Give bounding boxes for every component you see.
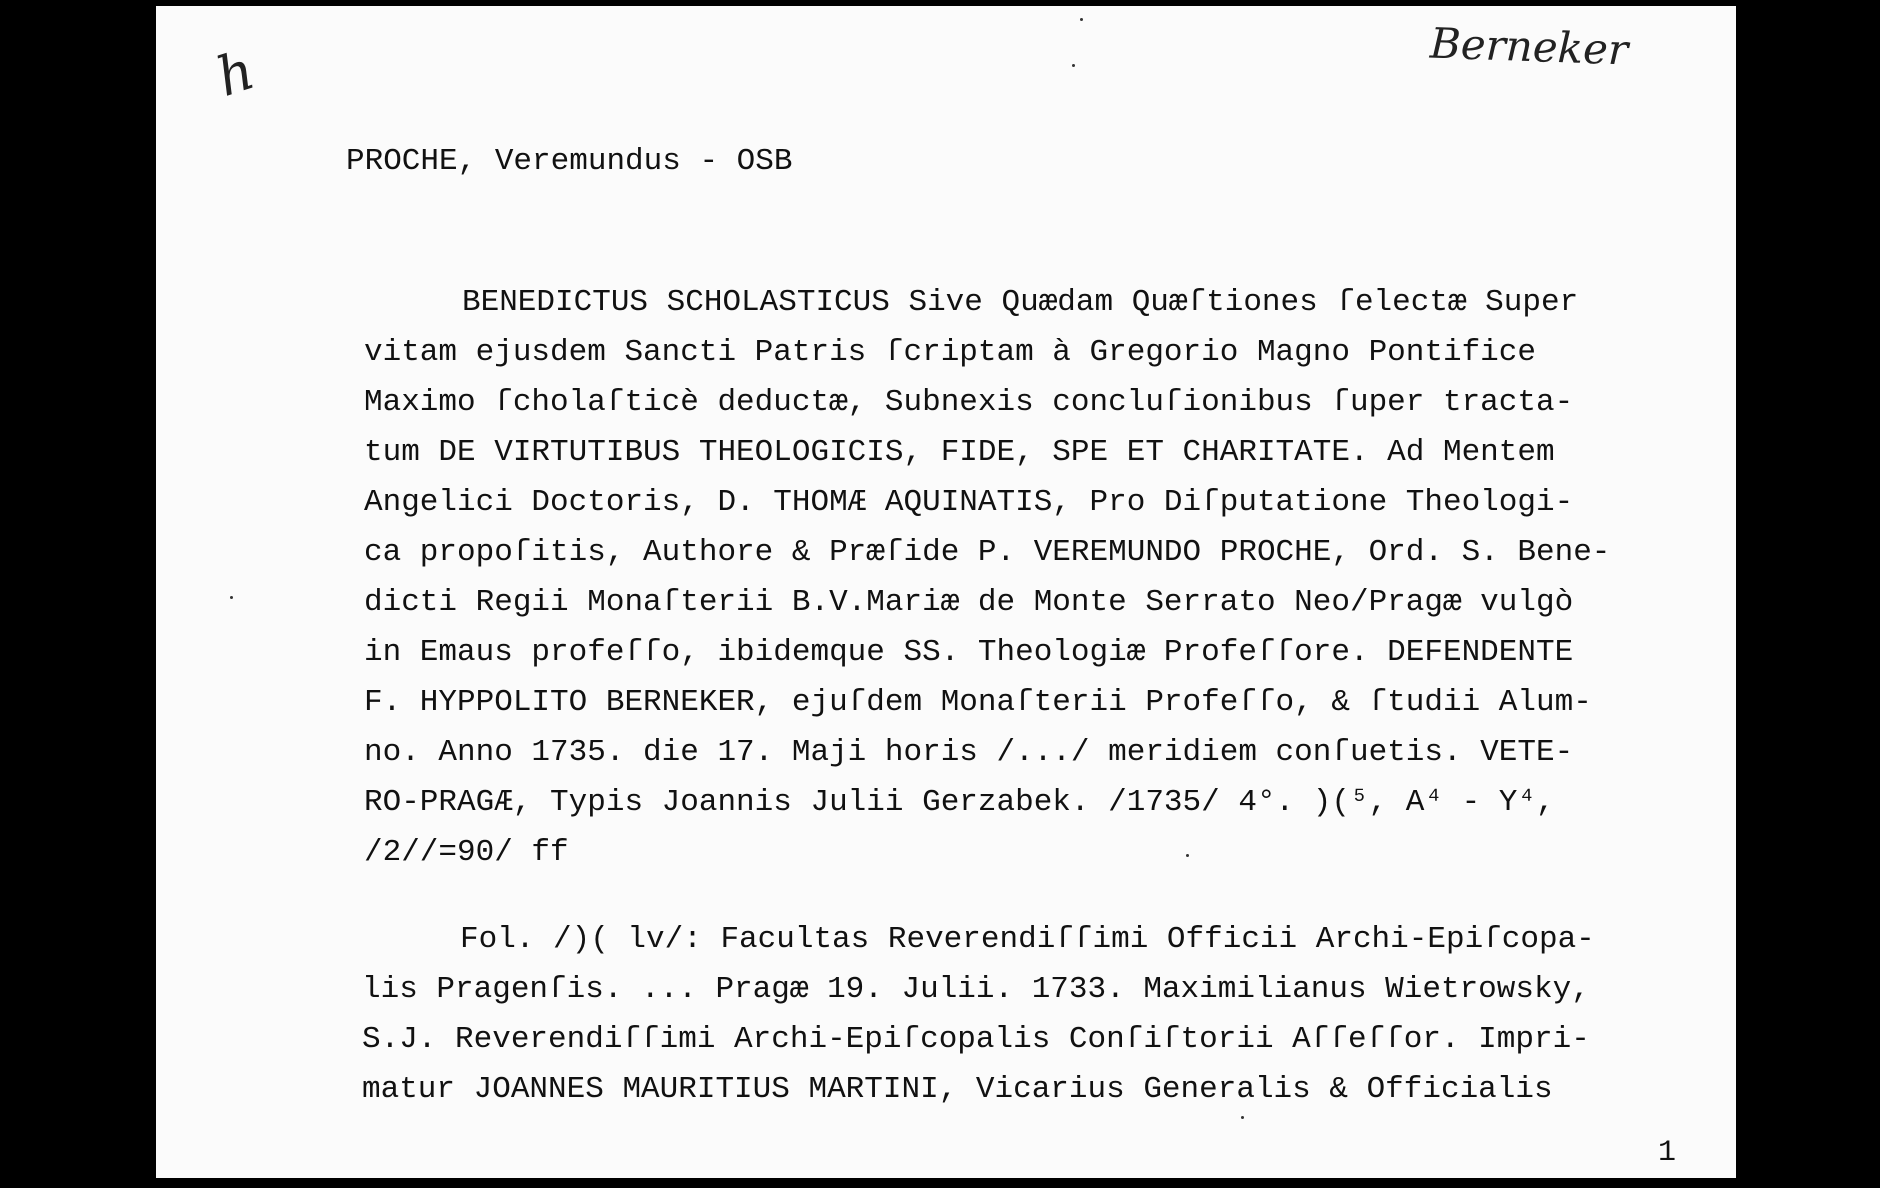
text-line: RO-PRAGÆ, Typis Joannis Julii Gerzabek. /1735/ 4°. )(⁵, A⁴ - Y⁴, — [364, 785, 1555, 820]
scan-speck — [1241, 1116, 1244, 1119]
text-line: Maximo ſcholaſticè deductæ, Subnexis concluſionibus ſuper tracta- — [364, 385, 1574, 420]
text-line: dicti Regii Monaſterii B.V.Mariæ de Monte Serrato Neo/Pragæ vulgò — [364, 585, 1574, 620]
catalog-card — [156, 6, 1736, 1178]
notes-paragraph — [362, 915, 1595, 1115]
text-line: /2//=90/ ff — [364, 835, 569, 870]
text-line: S.J. Reverendiſſimi Archi-Epiſcopalis Conſiſtorii Aſſeſſor. Impri- — [362, 1022, 1590, 1057]
text-line: lis Pragenſis. ... Pragæ 19. Julii. 1733. Maximilianus Wietrowsky, — [362, 972, 1590, 1007]
text-line: in Emaus profeſſo, ibidemque SS. Theologiæ Profeſſore. DEFENDENTE — [364, 635, 1574, 670]
scan-speck — [230, 596, 233, 599]
scan-speck — [1080, 18, 1083, 21]
page-marker: 1 — [1657, 1136, 1676, 1170]
text-line: tum DE VIRTUTIBUS THEOLOGICIS, FIDE, SPE ET CHARITATE. Ad Mentem — [364, 435, 1555, 470]
text-line: Angelici Doctoris, D. THOMÆ AQUINATIS, Pro Diſputatione Theologi- — [364, 485, 1574, 520]
text-line: matur JOANNES MAURITIUS MARTINI, Vicarius Generalis & Officialis — [362, 1072, 1553, 1107]
scan-speck — [1072, 64, 1075, 67]
text-line: Fol. /)( lv/: Facultas Reverendiſſimi Officii Archi-Epiſcopa- — [460, 922, 1595, 957]
card-heading: PROCHE, Veremundus - OSB — [346, 144, 793, 179]
text-line: no. Anno 1735. die 17. Maji horis /.../ meridiem conſuetis. VETE- — [364, 735, 1574, 770]
description-paragraph — [364, 278, 1610, 878]
text-line: F. HYPPOLITO BERNEKER, ejuſdem Monaſterii Profeſſo, & ſtudii Alum- — [364, 685, 1592, 720]
handwritten-surname: Berneker — [1429, 18, 1629, 75]
handwritten-corner-mark: h — [209, 38, 262, 109]
scan-speck — [1186, 854, 1189, 857]
text-line: ca propoſitis, Authore & Præſide P. VEREMUNDO PROCHE, Ord. S. Bene- — [364, 535, 1611, 570]
text-line: BENEDICTUS SCHOLASTICUS Sive Quædam Quæſtiones ſelectæ Super — [462, 285, 1579, 320]
text-line: vitam ejusdem Sancti Patris ſcriptam à Gregorio Magno Pontifice — [364, 335, 1536, 370]
